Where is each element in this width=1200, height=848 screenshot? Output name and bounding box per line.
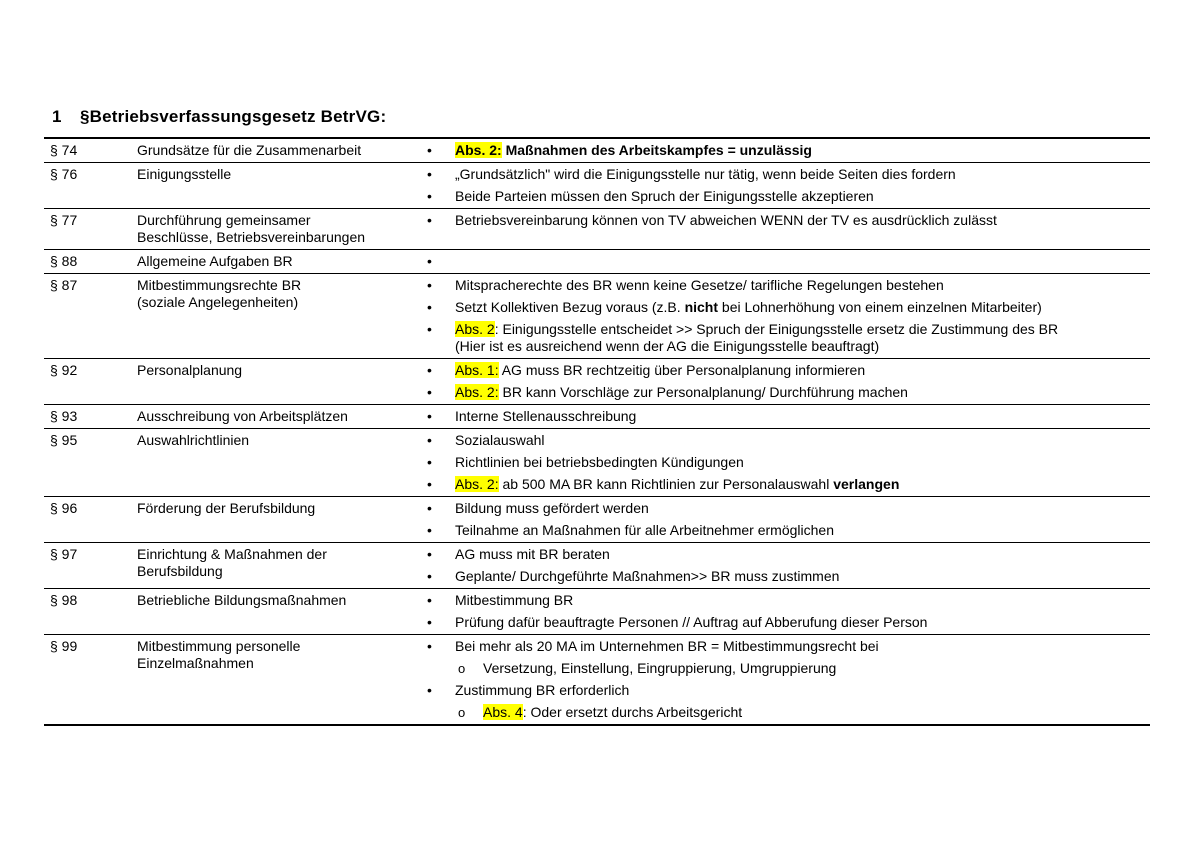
table-row (44, 635, 1150, 726)
sub-list-item: o Versetzung, Einstellung, Eingruppierung, Umgruppierung (455, 660, 1144, 677)
list-item: • Richtlinien bei betriebsbedingten Kündigungen (427, 454, 1144, 471)
highlight-mark: Abs. 2 (455, 321, 495, 337)
highlight-mark: Abs. 2: (455, 142, 502, 158)
list-item: • Zustimmung BR erforderlich o Abs. 4: Oder ersetzt durchs Arbeitsgericht (427, 682, 1144, 721)
list-item: • Abs. 2: BR kann Vorschläge zur Personalplanung/ Durchführung machen (427, 384, 1144, 401)
paragraph-cell: § 76 (44, 163, 137, 209)
topic-cell: Allgemeine Aufgaben BR (137, 250, 427, 274)
list-item: • Abs. 2: ab 500 MA BR kann Richtlinien zur Personalauswahl verlangen (427, 476, 1144, 493)
points-cell (427, 138, 1150, 163)
table-row (44, 429, 1150, 497)
list-item: • Betriebsvereinbarung können von TV abweichen WENN der TV es ausdrücklich zulässt (427, 212, 1144, 229)
topic-cell: Einrichtung & Maßnahmen der Berufsbildung (137, 543, 427, 589)
section-heading (52, 107, 386, 127)
highlight-mark: Abs. 2: (455, 384, 499, 400)
section-title: §Betriebsverfassungsgesetz BetrVG: (80, 107, 387, 126)
points-cell (427, 209, 1150, 250)
list-item: • Abs. 2: Einigungsstelle entscheidet >> Spruch der Einigungsstelle ersetz die Zustimmung des BR (Hier ist es ausreichend wenn der AG die Einigungsstelle beauftragt) (427, 321, 1144, 355)
list-item: • Sozialauswahl (427, 432, 1144, 449)
topic-cell: Mitbestimmungsrechte BR (soziale Angelegenheiten) (137, 274, 427, 359)
topic-cell: Förderung der Berufsbildung (137, 497, 427, 543)
topic-cell: Ausschreibung von Arbeitsplätzen (137, 405, 427, 429)
points-cell (427, 429, 1150, 497)
table-row (44, 209, 1150, 250)
highlight-mark: Abs. 4 (483, 704, 523, 720)
topic-cell: Grundsätze für die Zusammenarbeit (137, 138, 427, 163)
highlight-mark: Abs. 2: (455, 476, 499, 492)
points-cell (427, 359, 1150, 405)
list-item: • Geplante/ Durchgeführte Maßnahmen>> BR muss zustimmen (427, 568, 1144, 585)
list-item: • Setzt Kollektiven Bezug voraus (z.B. nicht bei Lohnerhöhung von einem einzelnen Mitarbeiter) (427, 299, 1144, 316)
points-cell (427, 543, 1150, 589)
points-cell (427, 635, 1150, 726)
list-item: • Bei mehr als 20 MA im Unternehmen BR = Mitbestimmungsrecht bei o Versetzung, Einstellung, Eingruppierung, Umgruppierung (427, 638, 1144, 677)
paragraph-cell: § 98 (44, 589, 137, 635)
section-number: 1 (52, 107, 62, 126)
sub-list-item: o Abs. 4: Oder ersetzt durchs Arbeitsgericht (455, 704, 1144, 721)
list-item: • Mitspracherechte des BR wenn keine Gesetze/ tarifliche Regelungen bestehen (427, 277, 1144, 294)
list-item: • Teilnahme an Maßnahmen für alle Arbeitnehmer ermöglichen (427, 522, 1144, 539)
list-item (427, 253, 1144, 270)
paragraph-cell: § 74 (44, 138, 137, 163)
paragraph-cell: § 88 (44, 250, 137, 274)
list-item: • Bildung muss gefördert werden (427, 500, 1144, 517)
points-cell (427, 250, 1150, 274)
paragraph-cell: § 87 (44, 274, 137, 359)
table-row (44, 589, 1150, 635)
table-row (44, 274, 1150, 359)
points-cell (427, 405, 1150, 429)
topic-cell: Einigungsstelle (137, 163, 427, 209)
list-item: • Beide Parteien müssen den Spruch der Einigungsstelle akzeptieren (427, 188, 1144, 205)
paragraph-cell: § 77 (44, 209, 137, 250)
table-row (44, 497, 1150, 543)
topic-cell: Betriebliche Bildungsmaßnahmen (137, 589, 427, 635)
table-row (44, 138, 1150, 163)
list-item: • Abs. 1: AG muss BR rechtzeitig über Personalplanung informieren (427, 362, 1144, 379)
list-item: • Abs. 2: Maßnahmen des Arbeitskampfes = unzulässig (427, 142, 1144, 159)
points-cell (427, 163, 1150, 209)
paragraph-cell: § 92 (44, 359, 137, 405)
list-item: • AG muss mit BR beraten (427, 546, 1144, 563)
points-cell (427, 589, 1150, 635)
paragraph-cell: § 96 (44, 497, 137, 543)
table-row (44, 250, 1150, 274)
topic-cell: Personalplanung (137, 359, 427, 405)
list-item: • Prüfung dafür beauftragte Personen // Auftrag auf Abberufung dieser Person (427, 614, 1144, 631)
topic-cell: Durchführung gemeinsamer Beschlüsse, Betriebsvereinbarungen (137, 209, 427, 250)
paragraph-cell: § 97 (44, 543, 137, 589)
paragraph-cell: § 95 (44, 429, 137, 497)
paragraph-cell: § 99 (44, 635, 137, 726)
paragraph-cell: § 93 (44, 405, 137, 429)
list-item: • Interne Stellenausschreibung (427, 408, 1144, 425)
highlight-mark: Abs. 1: (455, 362, 499, 378)
topic-cell: Mitbestimmung personelle Einzelmaßnahmen (137, 635, 427, 726)
list-item: • „Grundsätzlich" wird die Einigungsstelle nur tätig, wenn beide Seiten dies fordern (427, 166, 1144, 183)
table-row (44, 359, 1150, 405)
table-row (44, 405, 1150, 429)
list-item: • Mitbestimmung BR (427, 592, 1144, 609)
table-row (44, 163, 1150, 209)
betrvg-table (44, 137, 1150, 726)
points-cell (427, 274, 1150, 359)
topic-cell: Auswahlrichtlinien (137, 429, 427, 497)
points-cell (427, 497, 1150, 543)
table-row (44, 543, 1150, 589)
